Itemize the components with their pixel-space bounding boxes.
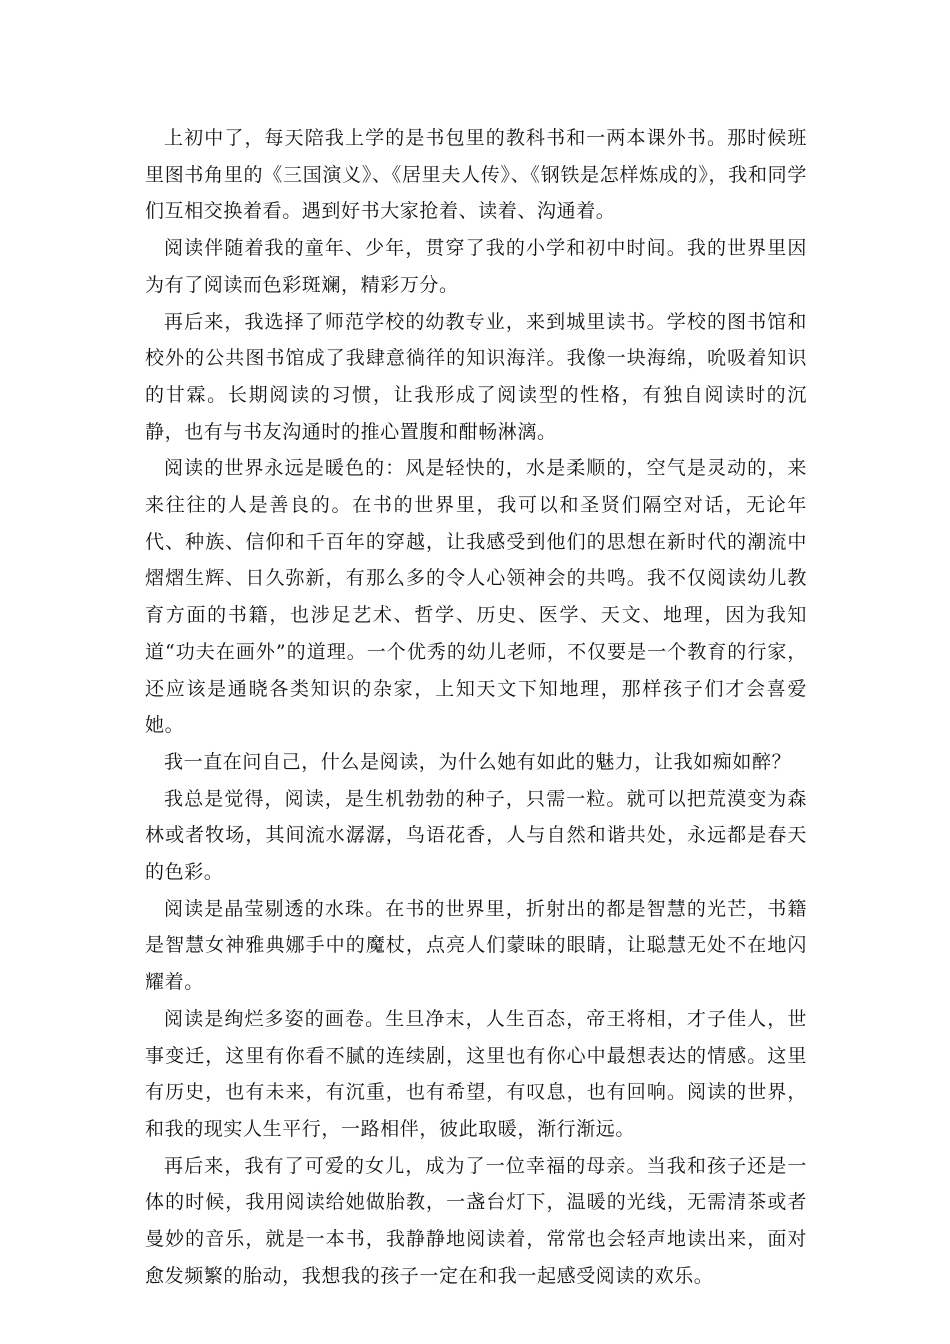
paragraph-6: 我总是觉得，阅读，是生机勃勃的种子，只需一粒。就可以把荒漠变为森林或者牧场，其间流水潺潺，鸟语花香，人与自然和谐共处，永远都是春天的色彩。 [145,787,807,884]
paragraph-2: 阅读伴随着我的童年、少年，贯穿了我的小学和初中时间。我的世界里因为有了阅读而色彩斑斓，精彩万分。 [145,237,807,296]
paragraph-7: 阅读是晶莹剔透的水珠。在书的世界里，折射出的都是智慧的光芒，书籍是智慧女神雅典娜手中的魔杖，点亮人们蒙昧的眼睛，让聪慧无处不在地闪耀着。 [145,897,807,994]
document-page [145,120,807,1295]
paragraph-5: 我一直在问自己，什么是阅读，为什么她有如此的魅力，让我如痴如醉？ [164,750,792,773]
paragraph-4: 阅读的世界永远是暖色的：风是轻快的，水是柔顺的，空气是灵动的，来来往往的人是善良的。在书的世界里，我可以和圣贤们隔空对话，无论年代、种族、信仰和千百年的穿越，让我感受到他们的思想在新时代的潮流中熠熠生辉、日久弥新，有那么多的令人心领神会的共鸣。我不仅阅读幼儿教育方面的书籍，也涉足艺术、哲学、历史、医学、天文、地理，因为我知道“功夫在画外”的道理。一个优秀的幼儿老师，不仅要是一个教育的行家，还应该是通晓各类知识的杂家，上知天文下知地理，那样孩子们才会喜爱她。 [145,457,807,737]
paragraph-9: 再后来，我有了可爱的女儿，成为了一位幸福的母亲。当我和孩子还是一体的时候，我用阅读给她做胎教，一盏台灯下，温暖的光线，无需清茶或者曼妙的音乐，就是一本书，我静静地阅读着，常常也会轻声地读出来，面对愈发频繁的胎动，我想我的孩子一定在和我一起感受阅读的欢乐。 [145,1154,807,1287]
paragraph-8: 阅读是绚烂多姿的画卷。生旦净末，人生百态，帝王将相，才子佳人，世事变迁，这里有你看不腻的连续剧，这里也有你心中最想表达的情感。这里有历史，也有未来，有沉重，也有希望，有叹息，也有回响。阅读的世界，和我的现实人生平行，一路相伴，彼此取暖，渐行渐远。 [145,1007,807,1140]
paragraph-1: 上初中了，每天陪我上学的是书包里的教科书和一两本课外书。那时候班里图书角里的《三国演义》、《居里夫人传》、《钢铁是怎样炼成的》，我和同学们互相交换着看。遇到好书大家抢着、读着、沟通着。 [145,127,807,223]
paragraph-3: 再后来，我选择了师范学校的幼教专业，来到城里读书。学校的图书馆和校外的公共图书馆成了我肆意徜徉的知识海洋。我像一块海绵，吮吸着知识的甘霖。长期阅读的习惯，让我形成了阅读型的性格，有独自阅读时的沉静，也有与书友沟通时的推心置腹和酣畅淋漓。 [145,310,807,443]
